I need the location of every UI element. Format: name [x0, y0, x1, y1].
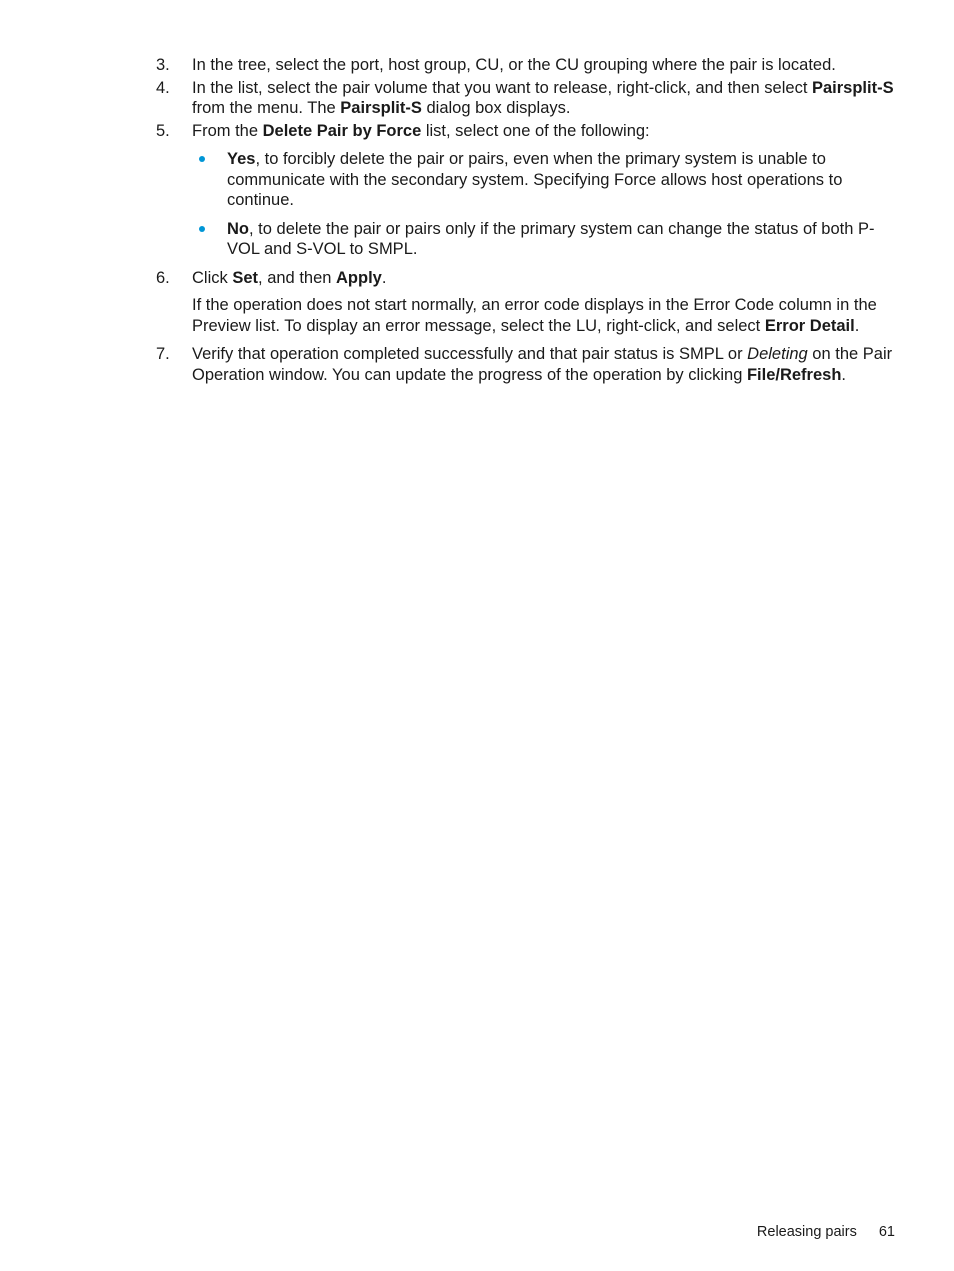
ui-term-delete-pair-by-force: Delete Pair by Force [262, 121, 422, 140]
step-text: In the tree, select the port, host group, CU, or the CU grouping where the pair is located. [192, 56, 836, 74]
step-6 [156, 268, 904, 337]
step-number: 4. [156, 78, 170, 97]
step-number: 6. [156, 268, 170, 287]
option-no-label: No [227, 219, 249, 238]
step-text: Verify that operation completed successfully and that pair status is SMPL or Deleting on the Pair Operation window. You can update the progress of the operation by clicking File/Refresh. [192, 345, 893, 384]
step-note: If the operation does not start normally, an error code displays in the Error Code column in the Preview list. To display an error message, select the LU, right-click, and select Error Detail. [192, 296, 877, 335]
step-7 [156, 344, 904, 385]
footer-section-title: Releasing pairs [756, 1224, 857, 1240]
step-text: Click Set, and then Apply. [192, 268, 387, 287]
step-text: From the Delete Pair by Force list, select one of the following: [192, 121, 650, 140]
bullet-icon [199, 156, 205, 162]
bullet-icon [199, 226, 205, 232]
option-yes-text: , to forcibly delete the pair or pairs, even when the primary system is unable to communicate with the secondary system. Specifying Force allows host operations to continue. [227, 150, 843, 209]
option-no-text: , to delete the pair or pairs only if the primary system can change the status of both P-VOL and S-VOL to SMPL. [227, 219, 875, 258]
page-number: 61 [878, 1224, 895, 1240]
document-body [156, 55, 904, 385]
step-5 [156, 121, 904, 260]
page-footer [757, 1222, 895, 1243]
step-number: 7. [156, 345, 170, 363]
ui-term-set: Set [232, 268, 259, 287]
status-term-deleting: Deleting [747, 345, 808, 363]
ui-term-pairsplit-s: Pairsplit-S [811, 78, 894, 97]
ui-term-error-detail: Error Detail [764, 316, 855, 335]
step-number: 3. [156, 56, 170, 74]
option-list [192, 149, 904, 260]
step-number: 5. [156, 121, 170, 140]
ui-term-apply: Apply [336, 268, 382, 287]
step-3 [156, 55, 904, 76]
list-item [192, 149, 904, 211]
ui-term-file-refresh: File/Refresh [746, 365, 842, 384]
step-4 [156, 78, 904, 119]
step-text: In the list, select the pair volume that you want to release, right-click, and then select Pairsplit-S from the menu. The Pairsplit-S dialog box displays. [192, 78, 894, 117]
ui-term-pairsplit-s: Pairsplit-S [340, 99, 422, 117]
option-yes-label: Yes [227, 150, 256, 168]
list-item [192, 219, 904, 260]
